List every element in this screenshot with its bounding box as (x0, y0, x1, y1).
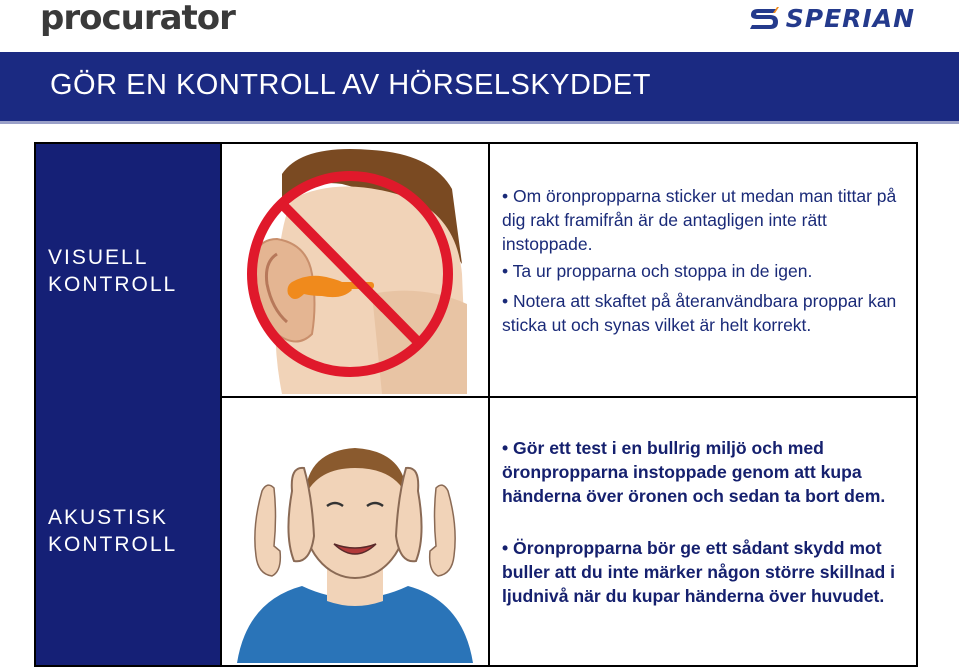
table-row-visual (36, 144, 916, 398)
procurator-logo-text: procurator (40, 0, 235, 38)
ear-image-cell (222, 144, 490, 396)
check-table (34, 142, 918, 667)
ear-with-earplug-prohibited-icon (222, 144, 488, 394)
man-covering-ears-icon (222, 396, 488, 663)
bullet-item: • Ta ur propparna och stoppa in de igen. (502, 261, 813, 281)
bullet-item: • Öronpropparna bör ge ett sådant skydd mot buller att du inte märker någon större skillnad i ljudnivå när du kupar händerna över huvudet. (502, 538, 896, 606)
acoustic-text-cell (490, 396, 916, 665)
sperian-logo-text: SPERIAN (785, 4, 915, 33)
row-label-cell (36, 396, 222, 665)
row-label (48, 244, 177, 298)
row-label-line1: VISUELL (48, 246, 149, 269)
page-title: GÖR EN KONTROLL AV HÖRSELSKYDDET (50, 69, 651, 101)
row-label-line2: KONTROLL (48, 533, 178, 556)
visual-text-cell (490, 144, 916, 396)
row-label-line1: AKUSTISK (48, 506, 168, 529)
procurator-logo (40, 0, 235, 40)
row-label (48, 504, 177, 558)
title-banner (0, 52, 959, 124)
bullet-item: • Notera att skaftet på återanvändbara proppar kan sticka ut och synas vilket är helt korrekt. (502, 291, 897, 335)
sperian-logo (748, 4, 915, 33)
sperian-s-mark-icon (748, 6, 780, 32)
bullet-item: • Om öronpropparna sticker ut medan man tittar på dig rakt framifrån är de antagligen inte rätt instoppade. (502, 186, 897, 254)
man-image-cell (222, 396, 490, 665)
row-label-cell (36, 144, 222, 396)
bullet-item: • Gör ett test i en bullrig miljö och med öronpropparna instoppade genom att kupa händerna över öronen och sedan ta bort dem. (502, 438, 886, 506)
row-label-line2: KONTROLL (48, 273, 178, 296)
table-row-acoustic (36, 396, 916, 665)
